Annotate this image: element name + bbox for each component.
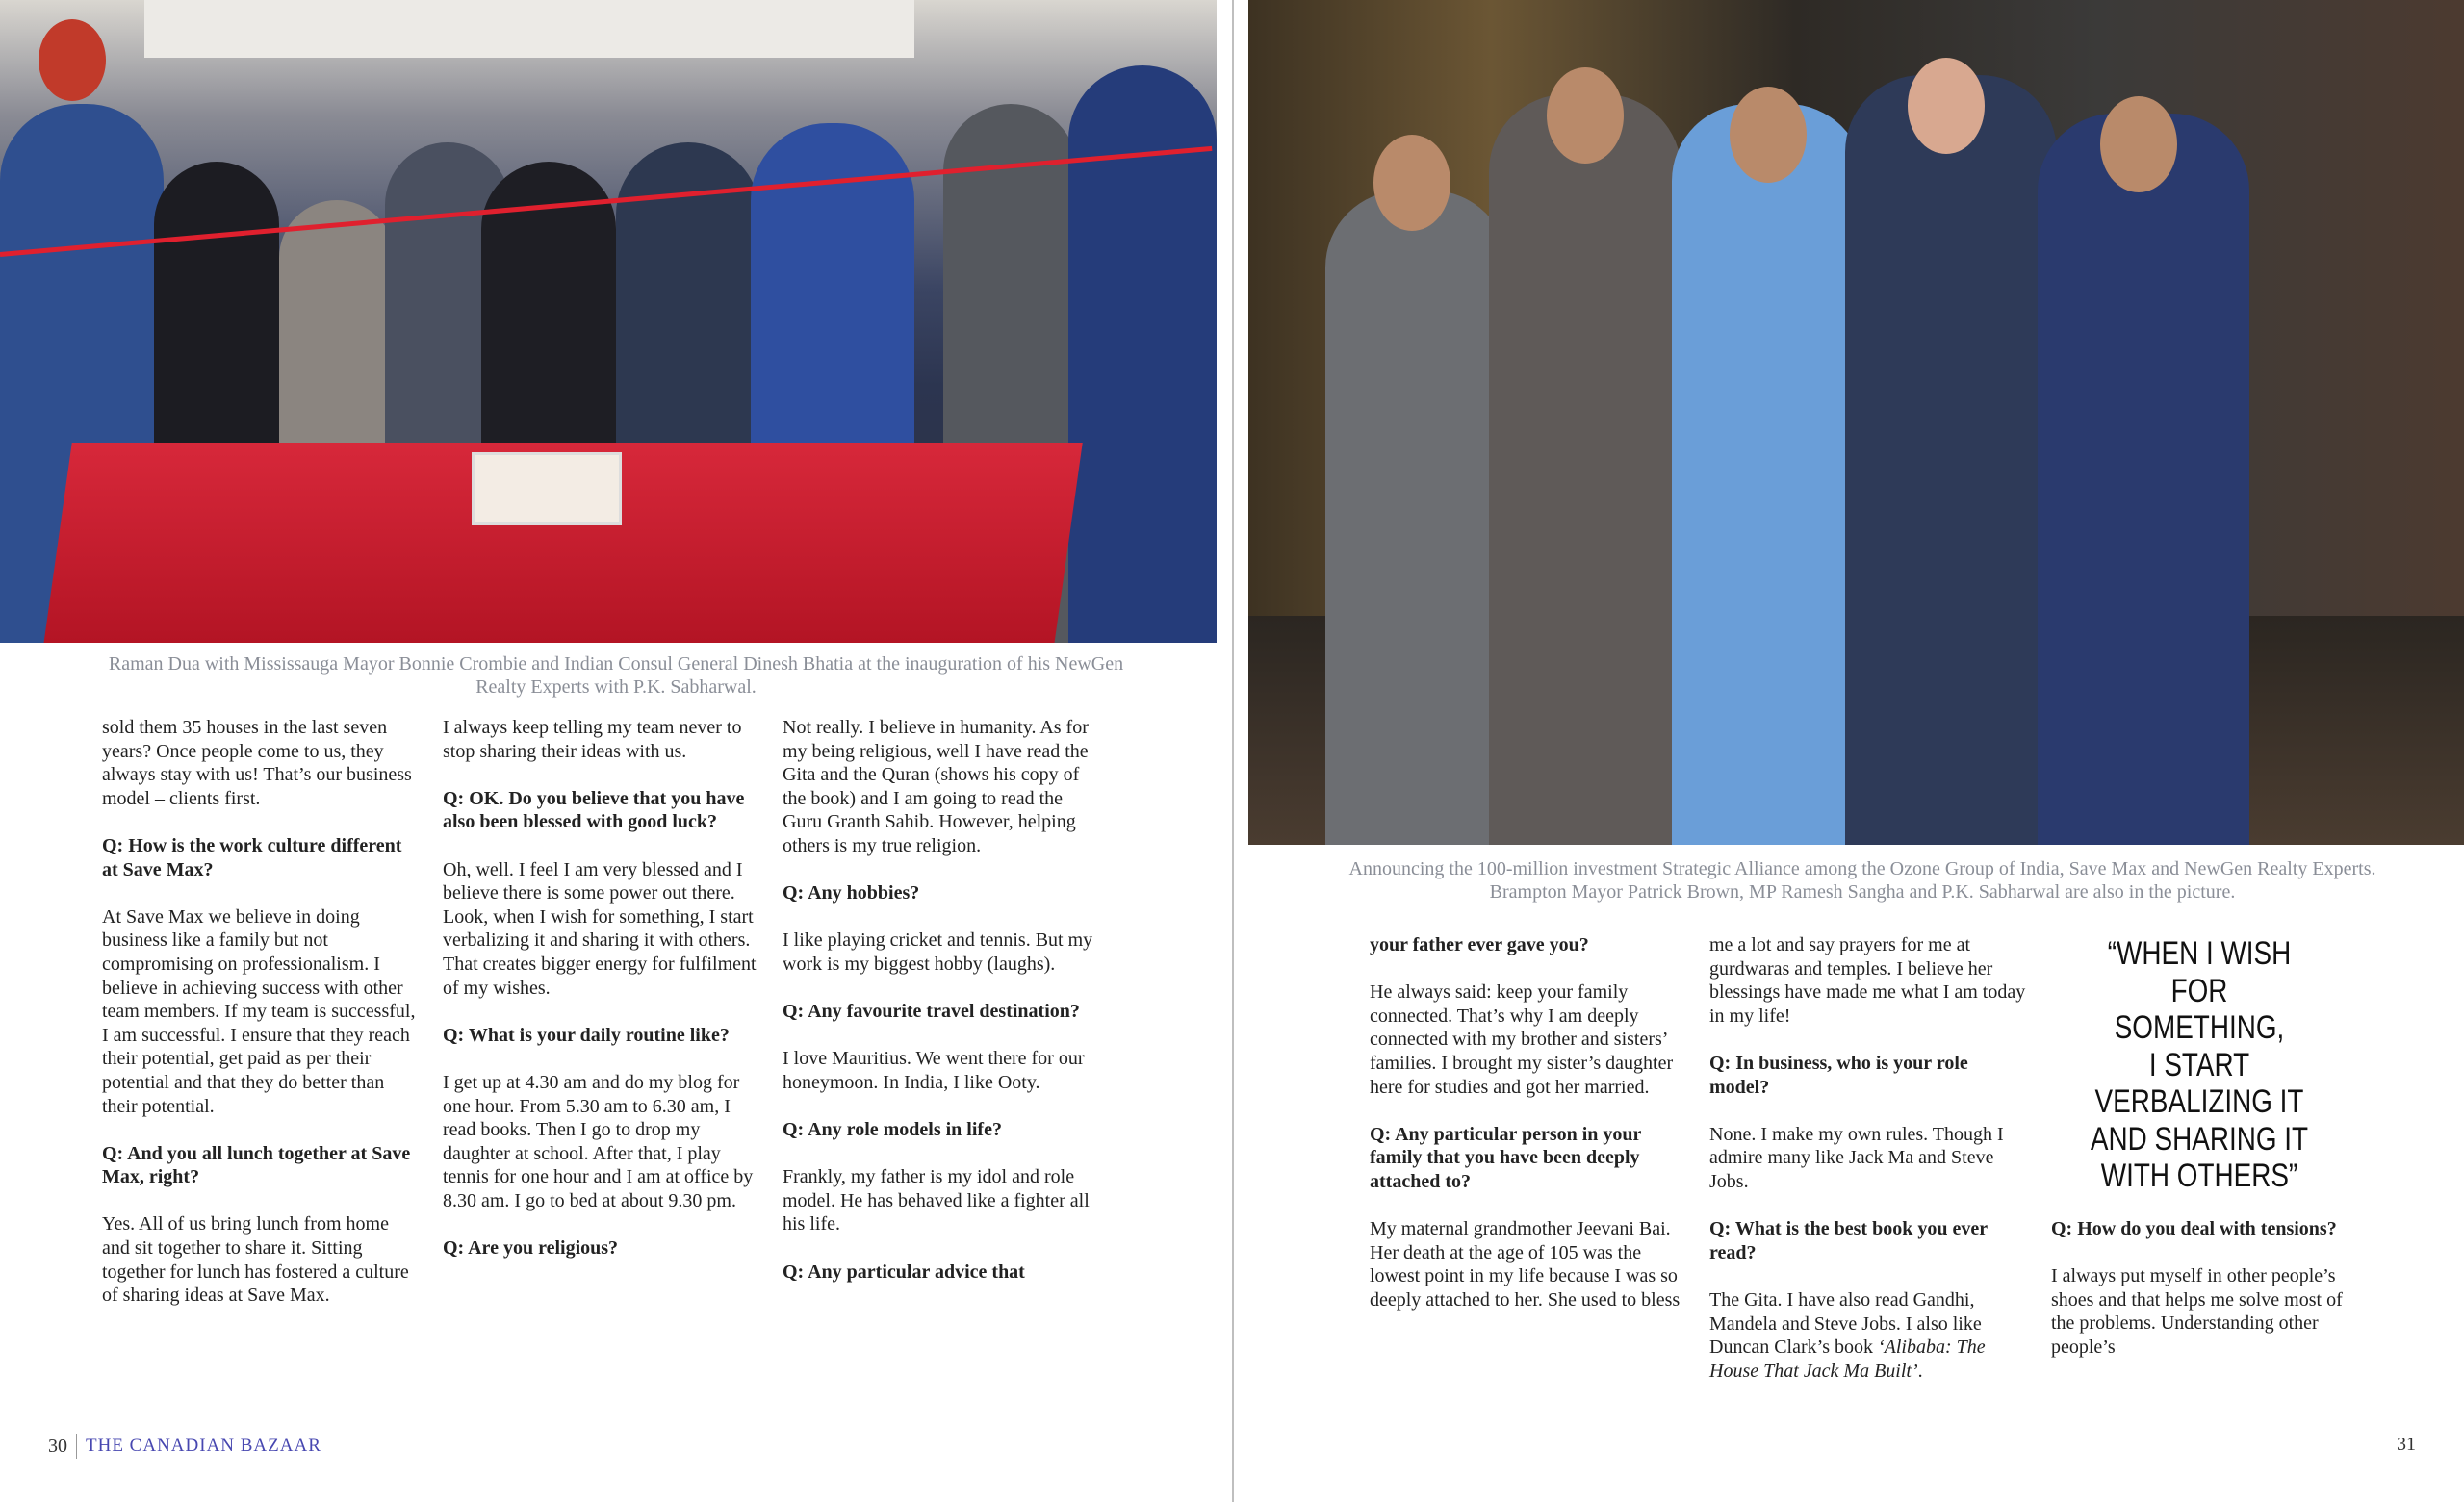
interview-answer: Not really. I believe in humanity. As for my being religious, well I have read the Gita and the Quran (shows his copy of the book) and I am going to read the Guru Granth Sahib. However, helping others is my true religion.: [783, 717, 1089, 856]
photo-caption-left: Raman Dua with Mississauga Mayor Bonnie Crombie and Indian Consul General Dinesh Bhatia at the inauguration of his NewGen Realty Experts with P.K. Sabharwal.: [108, 653, 1124, 698]
interview-answer: me a lot and say prayers for me at gurdwaras and temples. I believe her blessings have made me what I am today in my life!: [1709, 934, 2026, 1027]
interview-answer: I get up at 4.30 am and do my blog for one hour. From 5.30 am to 6.30 am, I read books. Then I go to drop my daughter at school. After that, I play tennis for one hour and I am at office by 8.30 am. I go to bed at about 9.30 pm.: [443, 1071, 754, 1211]
photo-caption-right: Announcing the 100-million investment Strategic Alliance among the Ozone Group of India, Save Max and NewGen Realty Experts. Brampton Mayor Patrick Brown, MP Ramesh Sangha and P.K. Sabharwal are also in the picture.: [1348, 858, 2376, 903]
publication-name: THE CANADIAN BAZAAR: [86, 1436, 321, 1456]
interview-answer: [1709, 1288, 2027, 1383]
interview-answer: sold them 35 houses in the last seven years? Once people come to us, they always stay with us! That’s our business model – clients first.: [102, 717, 412, 809]
interview-answer: I always put myself in other people’s shoes and that helps me solve most of the problems. Understanding other people’s: [2051, 1265, 2343, 1358]
interview-question: Q: Any role models in life?: [783, 1119, 1002, 1141]
interview-answer: Oh, well. I feel I am very blessed and I believe there is some power out there. Look, when I wish for something, I start verbalizing it and sharing it with others. That creates bigger energy for fulfilment of my wishes.: [443, 858, 757, 999]
interview-answer: My maternal grandmother Jeevani Bai. Her death at the age of 105 was the lowest point in my life because I was so deeply attached to her. She used to bless: [1370, 1218, 1681, 1311]
interview-answer: I like playing cricket and tennis. But my work is my biggest hobby (laughs).: [783, 929, 1093, 975]
interview-question: Q: Any particular advice that: [783, 1260, 1025, 1283]
interview-answer: He always said: keep your family connected. That’s why I am deeply connected with my brother and sisters’ families. I brought my sister’s daughter here for studies and got her married.: [1370, 981, 1674, 1098]
interview-question: Q: How is the work culture different at Save Max?: [102, 834, 402, 880]
cake: [472, 452, 622, 525]
article-column: [102, 716, 420, 1331]
footer-divider: [76, 1434, 77, 1459]
page-gutter-divider: [1232, 0, 1234, 1502]
page-number: 30: [48, 1435, 67, 1457]
pull-quote-line: AND SHARING IT: [2090, 1120, 2309, 1158]
interview-question: Q: OK. Do you believe that you have also been blessed with good luck?: [443, 787, 745, 833]
pull-quote-line: VERBALIZING IT: [2094, 1083, 2304, 1120]
pull-quote-line: FOR: [2170, 972, 2228, 1009]
interview-answer: Frankly, my father is my idol and role model. He has behaved like a fighter all his life.: [783, 1166, 1090, 1235]
interview-question: Q: And you all lunch together at Save Max, right?: [102, 1142, 411, 1188]
interview-answer: I love Mauritius. We went there for our honeymoon. In India, I like Ooty.: [783, 1048, 1085, 1093]
interview-question: your father ever gave you?: [1370, 934, 1589, 955]
book-title: ‘Alibaba: The House That Jack Ma Built’: [1709, 1337, 1986, 1382]
article-column: [443, 716, 760, 1284]
interview-question: Q: In business, who is your role model?: [1709, 1052, 1968, 1098]
interview-question: Q: What is the best book you ever read?: [1709, 1218, 1988, 1263]
interview-question: Q: Any hobbies?: [783, 882, 920, 904]
pull-quote-line: I START: [2148, 1046, 2250, 1083]
photo-window: [144, 0, 914, 58]
article-column: [1370, 933, 1687, 1336]
interview-question: Q: What is your daily routine like?: [443, 1024, 730, 1046]
answer-text-tail: .: [1917, 1360, 1923, 1382]
interview-answer: At Save Max we believe in doing business like a family but not compromising on professionalism. I believe in achieving success with other team members. If my team is successful, I am successful. I ensure that they reach their potential, get paid as per their potential and that they do better than their potential.: [102, 905, 416, 1117]
interview-answer: I always keep telling my team never to stop sharing their ideas with us.: [443, 717, 742, 762]
pull-quote-line: SOMETHING,: [2114, 1009, 2285, 1046]
pull-quote-line: WITH OTHERS”: [2100, 1158, 2298, 1194]
interview-answer: None. I make my own rules. Though I admire many like Jack Ma and Steve Jobs.: [1709, 1123, 2004, 1192]
article-column: [783, 716, 1100, 1308]
group-portrait-photo: [1248, 0, 2464, 845]
article-column: [2051, 1217, 2369, 1383]
interview-question: Q: How do you deal with tensions?: [2051, 1218, 2337, 1239]
page-number: 31: [2397, 1434, 2416, 1455]
article-column: [1709, 933, 2027, 1407]
pull-quote: [2073, 935, 2325, 1195]
pull-quote-line: “WHEN I WISH: [2107, 935, 2292, 972]
answer-text: The Gita. I have also read Gandhi, Mandela and Steve Jobs. I also like Duncan Clark’s book: [1709, 1288, 1982, 1359]
interview-question: Q: Are you religious?: [443, 1237, 619, 1260]
interview-answer: Yes. All of us bring lunch from home and sit together to share it. Sitting together for lunch has fostered a culture of sharing ideas at Save Max.: [102, 1213, 409, 1307]
ribbon-cutting-photo: [0, 0, 1217, 643]
interview-question: Q: Any particular person in your family that you have been deeply attached to?: [1370, 1123, 1642, 1192]
page-footer-left: [48, 1434, 321, 1459]
interview-question: Q: Any favourite travel destination?: [783, 1001, 1080, 1023]
